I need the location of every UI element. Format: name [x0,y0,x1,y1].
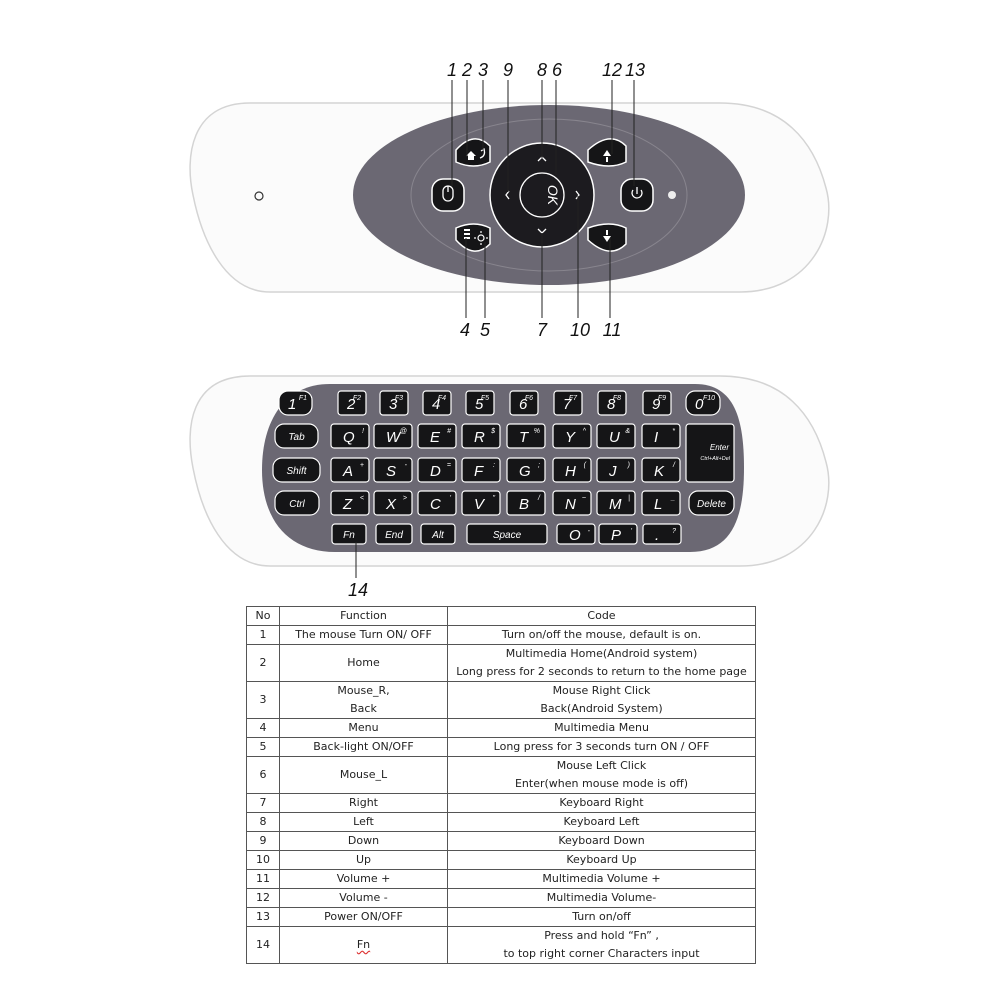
key-label: P [611,527,622,544]
key-e[interactable] [418,424,456,448]
key-label: I [654,429,659,446]
cell-no [247,626,280,645]
key-secondary-label: F5 [480,395,489,402]
key-secondary-label: < [359,495,364,502]
cell-no [247,908,280,927]
key-label: 9 [652,396,661,413]
cell-function [280,851,448,870]
callout-5: 5 [479,320,491,340]
cell-text: 14 [256,938,270,951]
cell-text: Multimedia Home(Android system) [505,647,698,660]
callout-6: 6 [551,60,563,80]
key-secondary-label: / [538,495,540,502]
cell-text: Left [353,815,374,828]
cell-text: Multimedia Volume- [546,891,657,904]
callout-7: 7 [536,320,548,340]
key-label: A [343,463,354,480]
callout-13: 13 [624,60,646,80]
cell-code [448,738,756,757]
key-secondary-label: / [673,462,675,469]
key-c[interactable] [418,491,456,515]
cell-function [280,645,448,682]
cell-no [247,757,280,794]
key-label: G [519,463,531,480]
callout-3: 3 [477,60,489,80]
cell-text: Down [347,834,380,847]
cell-no [247,794,280,813]
cell-function [280,908,448,927]
key-secondary-label: * [672,428,675,435]
cell-function [280,719,448,738]
cell-text: Right [349,796,378,809]
key-label: D [430,463,441,480]
cell-no [247,645,280,682]
key-i[interactable] [642,424,680,448]
table-row [247,645,756,682]
callout-9: 9 [502,60,514,80]
cell-text: 8 [259,815,267,828]
cell-code [448,889,756,908]
cell-text: Mouse Left Click [556,759,647,772]
cell-text: 13 [256,910,270,923]
key-label: F [474,463,484,480]
key-label: 8 [607,396,616,413]
cell-text: Back-light ON/OFF [313,740,414,753]
key-label: 4 [432,396,441,413]
key-label: 6 [519,396,528,413]
key-label: L [654,496,663,513]
key-label: K [654,463,665,480]
table-row [247,889,756,908]
key-label: N [565,496,576,513]
cell-text: Volume - [339,891,388,904]
key-label: V [474,496,485,513]
cell-text: Back [350,702,377,715]
cell-code [448,813,756,832]
cell-function [280,738,448,757]
key-h[interactable] [553,458,591,482]
key-label: Shift [286,466,307,477]
menu-icon [464,229,470,239]
key-label: 0 [695,396,704,413]
key-enter[interactable] [686,424,734,482]
table-row [247,908,756,927]
cell-text: Up [355,853,372,866]
key-secondary-label: Ctrl+Alt+Del [700,456,730,462]
cell-code [448,682,756,719]
key-secondary-label: " [492,495,495,502]
key-b[interactable] [507,491,545,515]
key-secondary-label: - [587,528,590,535]
key-j[interactable] [597,458,635,482]
key-5[interactable] [466,391,494,415]
table-body [247,626,756,964]
cell-text: Enter(when mouse mode is off) [514,777,688,790]
cell-text: Press and hold “Fn” , [544,929,659,942]
key-delete[interactable] [689,491,734,515]
key-secondary-label: ~ [581,495,586,502]
key-secondary-label: F1 [298,395,307,402]
key-label: M [609,496,622,513]
key-mouse-toggle[interactable] [432,179,464,211]
key-label: Tab [288,432,305,443]
callout-10: 10 [569,320,591,340]
cell-text: Fn [356,938,371,951]
key-label: 2 [347,396,356,413]
cell-function [280,870,448,889]
key-label: E [430,429,441,446]
key-8[interactable] [598,391,626,415]
key-3[interactable] [380,391,408,415]
cell-text: Home [347,656,380,669]
function-table [246,606,756,964]
key-label: B [519,496,530,513]
key-label: Alt [432,530,444,541]
cell-text: 9 [259,834,267,847]
key-2[interactable] [338,391,366,415]
keyboard-remote [190,376,829,600]
key-secondary-label: ; [538,462,540,469]
cell-text: 7 [259,796,267,809]
cell-code [448,908,756,927]
key-o[interactable] [557,524,595,544]
cell-text: The mouse Turn ON/ OFF [295,628,432,641]
cell-no [247,719,280,738]
key-end[interactable] [376,524,412,544]
key-alt[interactable] [421,524,455,544]
key-label: 3 [389,396,398,413]
cell-function [280,626,448,645]
key-secondary-label: @ [399,428,407,435]
top-remote [190,60,829,340]
key-secondary-label: | [628,495,630,502]
key-1[interactable] [279,391,312,415]
cell-code [448,870,756,889]
key-label: T [519,429,529,446]
ok-button[interactable] [520,173,564,217]
key-label: O [569,527,581,544]
cell-text: Multimedia Volume + [542,872,661,885]
key-secondary-label: > [402,495,407,502]
cell-function [280,813,448,832]
key-secondary-label: ! [362,428,364,435]
key-l[interactable] [642,491,680,515]
key-f[interactable] [462,458,500,482]
table-header-row [247,607,756,626]
table-row [247,626,756,645]
key-secondary-label: ^ [582,428,586,435]
key-label: 7 [563,396,572,413]
cell-text: 10 [256,853,270,866]
cell-text: Keyboard Down [558,834,645,847]
key-secondary-label: F3 [394,395,403,402]
key-secondary-label: ' [630,528,632,535]
callout-numbers-bottom [460,320,621,340]
table-row [247,927,756,964]
callout-14: 14 [347,580,369,600]
key-fn[interactable] [332,524,366,544]
key-label: W [386,429,401,446]
key-label: Delete [697,499,726,510]
table-row [247,870,756,889]
cell-text: Keyboard Up [566,853,637,866]
cell-text: Long press for 2 seconds to return to the home page [456,665,747,678]
key-p[interactable] [599,524,637,544]
cell-text: Mouse_R, [337,684,390,697]
header-code: Code [448,607,756,626]
cell-no [247,851,280,870]
key-secondary-label: F10 [702,395,715,402]
key-dot[interactable] [643,524,681,544]
cell-function [280,682,448,719]
key-label: Y [565,429,576,446]
cell-text: Long press for 3 seconds turn ON / OFF [493,740,710,753]
cell-no [247,832,280,851]
cell-no [247,870,280,889]
cell-text: to top right corner Characters input [503,947,700,960]
cell-no [247,682,280,719]
key-secondary-label: F2 [352,395,361,402]
key-t[interactable] [507,424,545,448]
key-secondary-label: ? [672,528,676,535]
cell-code [448,794,756,813]
cell-text: Menu [348,721,379,734]
key-r[interactable] [462,424,500,448]
table-row [247,757,756,794]
header-function: Function [280,607,448,626]
key-secondary-label: F7 [568,395,577,402]
callout-4: 4 [459,320,471,340]
callout-2: 2 [461,60,473,80]
key-secondary-label: F6 [524,395,533,402]
cell-code [448,927,756,964]
key-u[interactable] [597,424,635,448]
key-secondary-label: + [359,462,364,469]
cell-text: 12 [256,891,270,904]
callout-11: 11 [602,320,622,340]
cell-text: Back(Android System) [540,702,663,715]
cell-text: Keyboard Left [563,815,640,828]
cell-text: Turn on/off [572,910,631,923]
cell-text: 5 [259,740,267,753]
key-9[interactable] [643,391,671,415]
key-7[interactable] [554,391,582,415]
key-label: Space [492,530,522,541]
cell-text: Mouse Right Click [552,684,651,697]
ok-label: OK [545,184,561,206]
key-space[interactable] [467,524,547,544]
key-label: X [386,496,397,513]
key-label: R [474,429,485,446]
key-tab[interactable] [275,424,318,448]
key-secondary-label: $ [491,428,495,435]
key-secondary-label: ) [627,462,630,469]
key-label: End [385,530,403,541]
key-w[interactable] [374,424,412,448]
key-secondary-label: # [447,428,451,435]
callout-12: 12 [601,60,623,80]
table-row [247,682,756,719]
key-secondary-label: - [404,462,407,469]
key-a[interactable] [331,458,369,482]
cell-code [448,757,756,794]
cell-function [280,889,448,908]
key-4[interactable] [423,391,451,415]
key-0[interactable] [686,391,720,415]
cell-text: Mouse_L [339,768,388,781]
cell-code [448,832,756,851]
key-label: C [430,496,441,513]
cell-no [247,927,280,964]
cell-function [280,927,448,964]
key-label: . [655,527,660,544]
key-label: Ctrl [289,499,305,510]
key-d[interactable] [418,458,456,482]
key-secondary-label: & [625,428,630,435]
cell-text: Keyboard Right [559,796,644,809]
key-ctrl[interactable] [275,491,319,515]
cell-no [247,813,280,832]
key-label: Q [343,429,355,446]
cell-text: 4 [259,721,267,734]
key-q[interactable] [331,424,369,448]
cell-text: 2 [259,656,267,669]
key-6[interactable] [510,391,538,415]
cell-text: 3 [259,693,267,706]
table-row [247,851,756,870]
key-secondary-label: F9 [657,395,666,402]
key-shift[interactable] [273,458,320,482]
cell-function [280,757,448,794]
key-z[interactable] [331,491,369,515]
key-label: Fn [343,530,355,541]
key-n[interactable] [553,491,591,515]
key-s[interactable] [374,458,412,482]
key-secondary-label: ' [449,495,451,502]
key-label: J [609,463,617,480]
cell-text: Multimedia Menu [554,721,649,734]
cell-text: Turn on/off the mouse, default is on. [501,628,702,641]
key-label: H [565,463,576,480]
table-row [247,794,756,813]
key-g[interactable] [507,458,545,482]
cell-function [280,794,448,813]
key-label: U [609,429,620,446]
callout-8: 8 [536,60,548,80]
key-secondary-label: : [493,462,495,469]
cell-text: 11 [256,872,270,885]
key-secondary-label: ( [583,462,586,469]
callout-numbers-top [447,60,645,80]
key-secondary-label: F4 [437,395,446,402]
cell-no [247,738,280,757]
key-label: S [386,463,397,480]
table-row [247,738,756,757]
key-v[interactable] [462,491,500,515]
key-secondary-label: _ [671,495,675,502]
key-power[interactable] [621,179,653,211]
key-x[interactable] [374,491,412,515]
key-secondary-label: = [446,462,451,469]
cell-code [448,645,756,682]
cell-text: Power ON/OFF [324,910,403,923]
key-label: 5 [475,396,484,413]
table-row [247,813,756,832]
cell-text: Volume + [336,872,391,885]
callout-1: 1 [446,60,458,80]
key-k[interactable] [642,458,680,482]
key-y[interactable] [553,424,591,448]
cell-text: 1 [259,628,267,641]
table-row [247,719,756,738]
cell-function [280,832,448,851]
cell-code [448,851,756,870]
key-secondary-label: F8 [612,395,621,402]
header-no: No [247,607,280,626]
cell-code [448,719,756,738]
table-row [247,832,756,851]
key-m[interactable] [597,491,635,515]
cell-text: 6 [259,768,267,781]
cell-no [247,889,280,908]
cell-code [448,626,756,645]
key-label: 1 [288,396,297,413]
panel-pinhole [668,191,676,199]
key-label: Z [343,496,353,513]
key-label: Enter [709,443,729,452]
key-secondary-label: % [533,428,540,435]
